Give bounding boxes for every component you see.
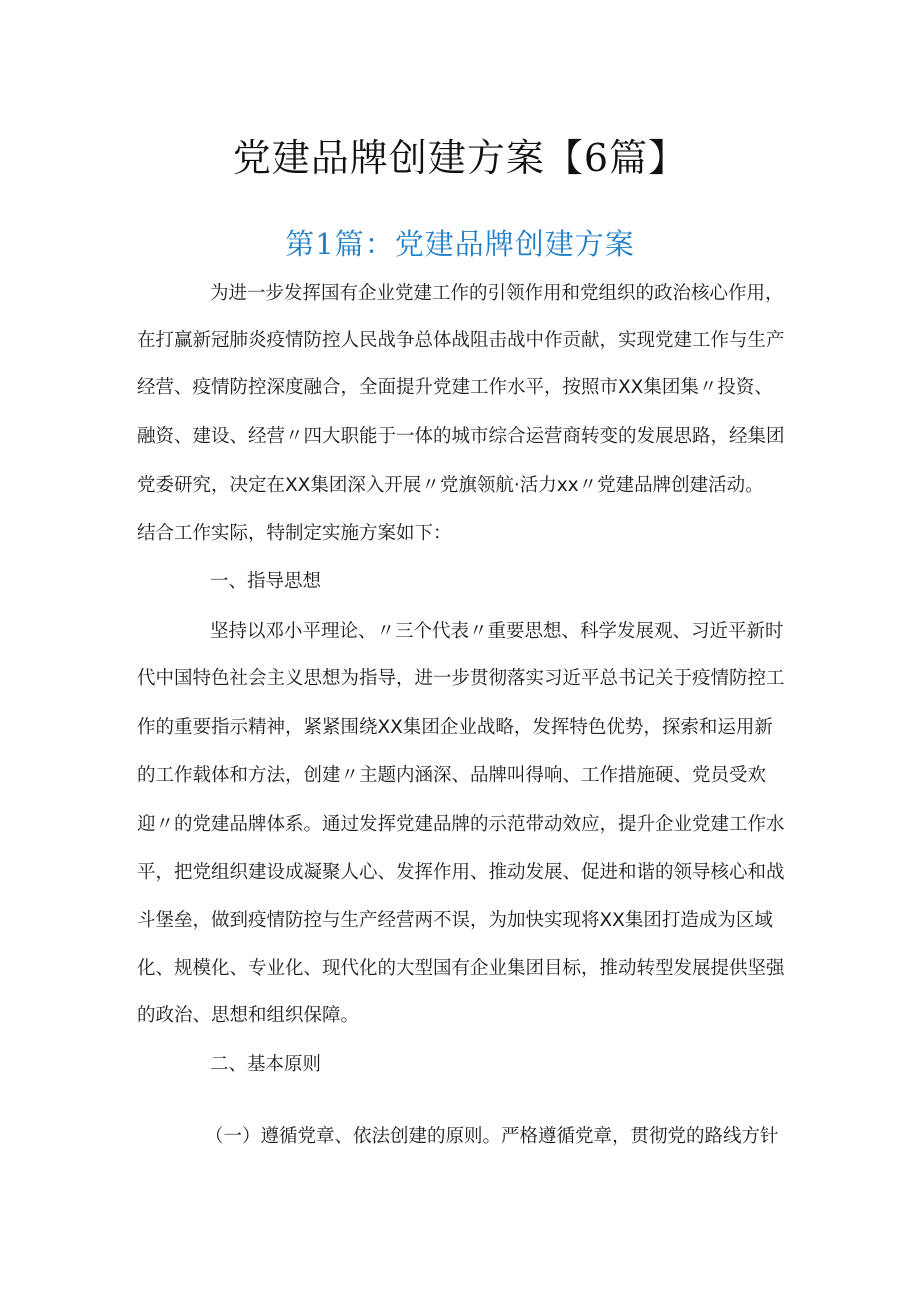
- paragraph-line: 斗堡垒，做到疫情防控与生产经营两不误，为加快实现将XX集团打造成为区域: [137, 910, 773, 931]
- paragraph-line: 作的重要指示精神，紧紧围绕XX集团企业战略，发挥特色优势，探索和运用新: [137, 717, 773, 738]
- paragraph-line: 党委研究，决定在XX集团深入开展〃党旗领航·活力xx〃党建品牌创建活动。: [137, 475, 764, 496]
- document-title: 党建品牌创建方案【6篇】: [232, 136, 688, 180]
- paragraph-line: 的工作载体和方法，创建〃主题内涵深、品牌叫得响、工作措施硬、党员受欢: [137, 765, 767, 786]
- paragraph-line: 在打赢新冠肺炎疫情防控人民战争总体战阻击战中作贡献，实现党建工作与生产: [137, 330, 785, 351]
- paragraph-line: 坚持以邓小平理论、〃三个代表〃重要思想、科学发展观、习近平新时: [210, 621, 784, 642]
- paragraph-line: 结合工作实际，特制定实施方案如下：: [137, 523, 452, 544]
- paragraph-line: 经营、疫情防控深度融合，全面提升党建工作水平，按照市XX集团集〃投资、: [137, 377, 773, 398]
- section-title: 第1篇：党建品牌创建方案: [285, 227, 635, 261]
- paragraph-line: 的政治、思想和组织保障。: [137, 1005, 360, 1026]
- paragraph-line: 为进一步发挥国有企业党建工作的引领作用和党组织的政治核心作用，: [210, 283, 784, 304]
- heading-guiding-ideology: 一、指导思想: [210, 571, 322, 592]
- paragraph-line: 平，把党组织建设成凝聚人心、发挥作用、推动发展、促进和谐的领导核心和战: [137, 862, 785, 883]
- paragraph-line: 代中国特色社会主义思想为指导，进一步贯彻落实习近平总书记关于疫情防控工: [137, 668, 785, 689]
- paragraph-line: 融资、建设、经营〃四大职能于一体的城市综合运营商转变的发展思路，经集团: [137, 426, 785, 447]
- paragraph-line: 迎〃的党建品牌体系。通过发挥党建品牌的示范带动效应，提升企业党建工作水: [137, 814, 785, 835]
- principle-item: （一）遵循党章、依法创建的原则。严格遵循党章，贯彻党的路线方针: [205, 1126, 779, 1147]
- heading-basic-principles: 二、基本原则: [210, 1054, 322, 1075]
- paragraph-line: 化、规模化、专业化、现代化的大型国有企业集团目标，推动转型发展提供坚强: [137, 958, 785, 979]
